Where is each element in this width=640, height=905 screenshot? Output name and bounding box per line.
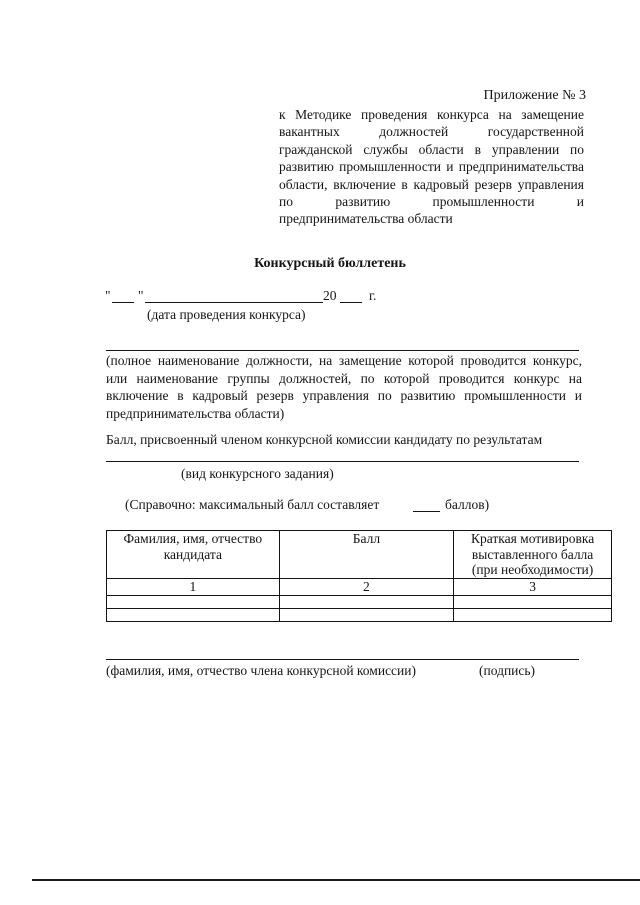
table-cell [454,609,612,622]
table-row [107,609,612,622]
score-text: Балл, присвоенный членом конкурсной комиссии кандидату по результатам [106,432,543,447]
column-number: 3 [454,579,612,596]
table-cell [454,596,612,609]
reference-prefix: (Справочно: максимальный балл составляет [125,497,380,512]
date-quote-close: " [138,288,144,303]
date-quote-open: " [105,288,111,303]
header-candidate-name: Фамилия, имя, отчество кандидата [107,531,280,579]
document-title: Конкурсный бюллетень [254,256,406,271]
table-cell [279,596,454,609]
table-cell [107,609,280,622]
table-cell [279,609,454,622]
annex-description: к Методике проведения конкурса на замещение вакантных должностей государственной гражданской службы области в управлении по развитию промышленности и предпринимательства области, включение в кадровый резерв управления по развитию промышленности и предпринимательства области [279,107,584,227]
day-blank [112,288,134,303]
table-cell [107,596,280,609]
date-line [105,288,405,306]
annex-title: Приложение № 3 [483,88,586,103]
signature-caption: (подпись) [479,663,536,678]
signature-captions [106,663,586,681]
position-blank-line [106,350,579,351]
page-bottom-rule [32,879,640,881]
year-blank [340,288,362,303]
signature-blank-line [106,659,579,660]
commission-member-caption: (фамилия, имя, отчество члена конкурсной комиссии) [106,663,416,678]
column-number: 1 [107,579,280,596]
year-suffix: г. [369,288,377,303]
reference-note [125,497,525,515]
column-number: 2 [279,579,454,596]
header-score: Балл [279,531,454,579]
task-caption: (вид конкурсного задания) [181,466,334,481]
month-blank [145,288,323,303]
reference-suffix: баллов) [445,497,490,512]
task-blank-line [106,461,579,462]
header-motivation: Краткая мотивировка выставленного балла (при необходимости) [454,531,612,579]
max-score-blank [413,497,440,512]
date-caption: (дата проведения конкурса) [147,307,306,322]
year-prefix: 20 [323,288,337,303]
score-table [106,530,612,622]
table-header-row [107,531,612,579]
table-number-row [107,579,612,596]
table-row [107,596,612,609]
position-caption: (полное наименование должности, на замещение которой проводится конкурс, или наименование группы должностей, по которой проводится конкурс на включение в кадровый резерв управления по развитию промышленности и предпринимательства области) [106,353,582,421]
